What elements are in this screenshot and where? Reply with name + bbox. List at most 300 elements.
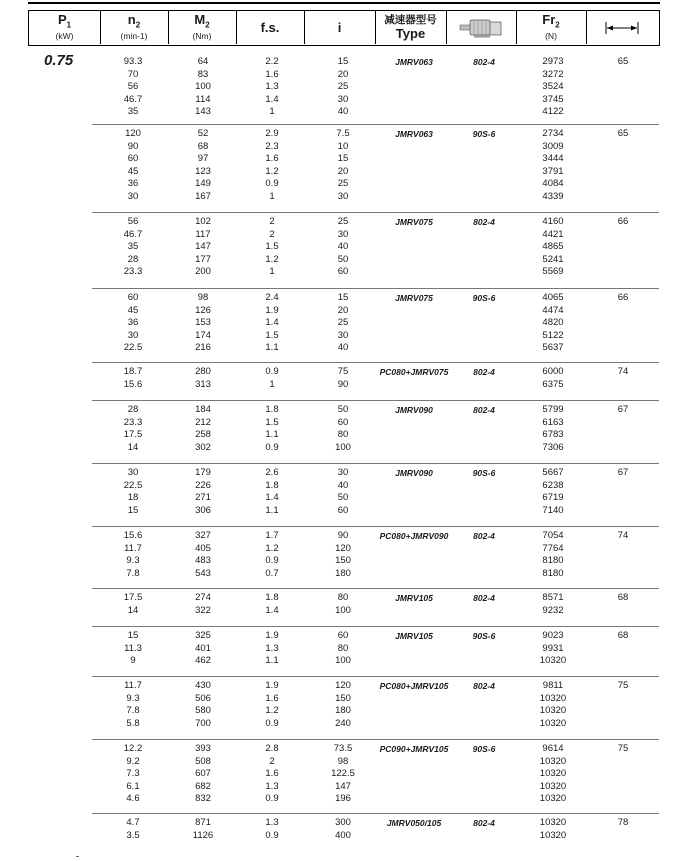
- n2-cell: 28: [127, 404, 139, 415]
- fr2-cell: 4065: [542, 292, 564, 303]
- n2-cell: 14: [127, 604, 139, 616]
- i-cell: 40: [337, 241, 349, 252]
- m2-cell: 216: [195, 342, 211, 353]
- dimension-cell: 65: [617, 128, 629, 139]
- m2-cell: 177: [195, 253, 211, 265]
- fs-cell: 1.9: [265, 680, 279, 691]
- motor-cell: 802-4: [473, 405, 495, 415]
- m2-cell: 167: [195, 190, 211, 202]
- i-cell: 100: [335, 441, 351, 453]
- fr2-sub: 2: [555, 20, 560, 30]
- m2-cell: 306: [195, 504, 211, 516]
- table-row: [0, 743, 690, 756]
- motor-cell: 90S-6: [472, 744, 496, 754]
- m2-cell: 274: [195, 592, 211, 603]
- m2-cell: 153: [195, 317, 211, 328]
- i-cell: 40: [337, 106, 349, 117]
- table-row: [0, 69, 690, 82]
- fs-cell: 0.9: [265, 793, 279, 804]
- m2-cell: 123: [195, 165, 211, 177]
- n2-cell: 23.3: [123, 416, 143, 428]
- i-cell: 180: [335, 567, 351, 579]
- table-header: [28, 10, 660, 46]
- type-en-label: Type: [395, 26, 426, 41]
- fr2-cell: 4084: [542, 178, 564, 189]
- n2-cell: 17.5: [123, 592, 143, 603]
- dimension-cell: 75: [617, 743, 629, 754]
- i-cell: 30: [337, 190, 349, 202]
- table-row: [0, 605, 690, 618]
- fr2-cell: 3272: [542, 68, 564, 80]
- table-row: [0, 241, 690, 254]
- fr2-cell: 5637: [542, 342, 564, 353]
- i-cell: 30: [337, 329, 349, 341]
- fr2-cell: 5799: [542, 404, 564, 415]
- table-row: [0, 94, 690, 107]
- n2-cell: 45: [127, 165, 139, 177]
- n2-cell: 93.3: [123, 56, 143, 67]
- i-cell: 400: [335, 829, 351, 841]
- table-row: [0, 568, 690, 581]
- table-row: [0, 781, 690, 794]
- type-cell: JMRV063: [395, 129, 433, 139]
- i-cell: 20: [337, 165, 349, 177]
- m2-cell: 147: [195, 241, 211, 252]
- n2-cell: 17.5: [123, 429, 143, 440]
- fr2-cell: 10320: [539, 768, 567, 779]
- fr2-cell: 6163: [542, 416, 564, 428]
- n2-cell: 22.5: [123, 479, 143, 491]
- i-cell: 122.5: [331, 768, 355, 779]
- table-row: [0, 366, 690, 379]
- fr2-cell: 3444: [542, 153, 564, 164]
- m2-cell: 226: [195, 479, 211, 491]
- n2-cell: 7.8: [126, 567, 140, 579]
- m2-cell: 212: [195, 416, 211, 428]
- header-i: [304, 11, 376, 44]
- i-cell: 147: [335, 780, 351, 792]
- n2-cell: 56: [127, 216, 139, 227]
- n2-cell: 15: [127, 504, 139, 516]
- fr2-cell: 6238: [542, 479, 564, 491]
- n2-cell: 18.7: [123, 366, 143, 377]
- m2-cell: 102: [195, 216, 211, 227]
- fr2-cell: 10320: [539, 655, 567, 666]
- fr2-cell: 7306: [542, 441, 564, 453]
- type-cell: PC080+JMRV105: [379, 681, 449, 691]
- header-dimension: [586, 11, 658, 44]
- p1-sub: 1: [66, 20, 72, 30]
- i-cell: 30: [337, 228, 349, 240]
- type-cell: PC080+JMRV075: [379, 367, 449, 377]
- type-cell: JMRV105: [395, 593, 433, 603]
- fs-cell: 0.9: [265, 555, 279, 566]
- fs-cell: 1.1: [265, 655, 279, 666]
- fs-cell: 1.4: [265, 317, 279, 328]
- n2-cell: 30: [127, 467, 139, 478]
- m2-cell: 700: [195, 717, 211, 729]
- fs-cell: 0.9: [265, 366, 279, 377]
- n2-cell: 60: [127, 292, 139, 303]
- fr2-cell: 9023: [542, 630, 564, 641]
- motor-cell: 90S-6: [472, 631, 496, 641]
- fr2-cell: 4160: [542, 216, 564, 227]
- n2-cell: 45: [127, 304, 139, 316]
- m2-cell: 302: [195, 441, 211, 453]
- n2-cell: 4.6: [126, 793, 140, 804]
- i-cell: 150: [335, 692, 351, 704]
- n2-cell: 9: [130, 655, 136, 666]
- power-value: 0.75: [44, 52, 74, 69]
- n2-cell: 9.2: [126, 755, 140, 767]
- m2-cell: 68: [197, 140, 209, 152]
- fs-cell: 2.8: [265, 743, 279, 754]
- header-m2: [168, 11, 237, 44]
- fs-cell: 2: [269, 755, 275, 767]
- fs-cell: 1.3: [265, 642, 279, 654]
- n2-cell: 7.8: [126, 705, 140, 716]
- table-row: [0, 756, 690, 769]
- i-cell: 50: [337, 404, 349, 415]
- fs-cell: 1.4: [265, 492, 279, 503]
- m2-cell: 580: [195, 705, 211, 716]
- table-row: [0, 442, 690, 455]
- fs-cell: 2.9: [265, 128, 279, 139]
- m2-cell: 271: [195, 492, 211, 503]
- fs-cell: 1.1: [265, 429, 279, 440]
- motor-cell: 90S-6: [472, 129, 496, 139]
- header-n2: [100, 11, 169, 44]
- group-separator: [92, 813, 659, 814]
- table-row: [0, 718, 690, 731]
- fs-cell: 1.3: [265, 817, 279, 828]
- table-row: [0, 305, 690, 318]
- n2-cell: 14: [127, 441, 139, 453]
- n2-cell: 60: [127, 153, 139, 164]
- header-motor: [446, 11, 517, 44]
- motor-cell: 802-4: [473, 818, 495, 828]
- table-row: [0, 342, 690, 355]
- i-cell: 240: [335, 717, 351, 729]
- group-separator: [92, 288, 659, 289]
- n2-cell: 11.7: [124, 680, 142, 691]
- table-row: [0, 555, 690, 568]
- n2-cell: 120: [125, 128, 141, 139]
- fr2-cell: 2973: [542, 56, 564, 67]
- type-cell: JMRV075: [395, 217, 433, 227]
- fr2-cell: 2734: [542, 128, 564, 139]
- i-cell: 90: [337, 530, 349, 541]
- i-cell: 60: [337, 504, 349, 516]
- fr2-cell: 6719: [542, 492, 564, 503]
- table-row: [0, 655, 690, 668]
- type-cell: JMRV063: [395, 57, 433, 67]
- n2-symbol: n: [127, 11, 136, 27]
- i-cell: 100: [335, 604, 351, 616]
- dimension-cell: 67: [617, 467, 629, 478]
- fs-cell: 1.6: [265, 692, 279, 704]
- m2-cell: 174: [195, 329, 211, 341]
- fs-cell: 1.9: [265, 304, 279, 316]
- i-cell: 50: [337, 492, 349, 503]
- m2-cell: 258: [195, 429, 211, 440]
- table-row: [0, 254, 690, 267]
- n2-cell: 28: [127, 253, 139, 265]
- fs-cell: 1: [269, 266, 275, 277]
- header-fs: [236, 11, 305, 44]
- fr2-cell: 10320: [539, 755, 567, 767]
- n2-cell: 15: [127, 630, 139, 641]
- motor-cell: 90S-6: [472, 293, 496, 303]
- n2-cell: 5.8: [126, 717, 140, 729]
- fs-cell: 0.9: [265, 441, 279, 453]
- fr2-cell: 10320: [539, 793, 567, 804]
- motor-cell: 802-4: [473, 217, 495, 227]
- fr2-cell: 10320: [539, 717, 567, 729]
- m2-cell: 200: [195, 266, 211, 277]
- fr2-cell: 8180: [542, 567, 564, 579]
- table-row: [0, 480, 690, 493]
- table-row: [0, 467, 690, 480]
- m2-cell: 508: [195, 755, 211, 767]
- dimension-cell: 74: [617, 530, 629, 541]
- i-cell: 15: [337, 56, 349, 67]
- n2-cell: 30: [127, 329, 139, 341]
- fs-cell: 0.9: [265, 717, 279, 729]
- fs-cell: 1.5: [265, 416, 279, 428]
- m2-cell: 97: [197, 153, 209, 164]
- m2-cell: 114: [195, 93, 211, 105]
- i-cell: 75: [337, 366, 349, 377]
- fr2-cell: 5569: [542, 266, 564, 277]
- top-rule: [28, 2, 660, 4]
- n2-cell: 15.6: [123, 378, 143, 390]
- n2-cell: 11.7: [124, 542, 142, 554]
- fs-cell: 1.6: [265, 153, 279, 164]
- fs-cell: 1.9: [265, 630, 279, 641]
- m2-cell: 483: [195, 555, 211, 566]
- m2-cell: 327: [195, 530, 211, 541]
- fr2-cell: 7140: [542, 504, 564, 516]
- type-cn-label: 减速器型号: [384, 14, 437, 26]
- n2-cell: 4.7: [126, 817, 140, 828]
- n2-cell: 90: [127, 140, 139, 152]
- table-row: [0, 643, 690, 656]
- dimension-cell: 75: [617, 680, 629, 691]
- fs-cell: 2: [269, 216, 275, 227]
- n2-cell: 35: [127, 106, 139, 117]
- i-cell: 73.5: [333, 743, 353, 754]
- m2-cell: 117: [195, 228, 211, 240]
- header-p1: [29, 11, 101, 44]
- fs-cell: 2.3: [265, 140, 279, 152]
- n2-sub: 2: [135, 20, 141, 30]
- m2-cell: 430: [195, 680, 211, 691]
- dimension-cell: 65: [617, 56, 629, 67]
- m2-cell: 682: [195, 780, 211, 792]
- n2-cell: 36: [127, 178, 139, 189]
- header-fr2: [516, 11, 587, 44]
- fr2-cell: 10320: [539, 829, 567, 841]
- dimension-cell: 66: [617, 216, 629, 227]
- fs-cell: 1: [269, 106, 275, 117]
- table-row: [0, 81, 690, 94]
- i-cell: 10: [337, 140, 349, 152]
- fr2-cell: 4421: [542, 228, 564, 240]
- type-cell: JMRV090: [395, 468, 433, 478]
- motor-cell: 90S-6: [472, 468, 496, 478]
- m2-cell: 543: [195, 567, 211, 579]
- double-arrow-icon: [604, 21, 640, 35]
- fs-cell: 1.2: [265, 253, 279, 265]
- fr2-cell: 10320: [539, 692, 567, 704]
- m2-cell: 64: [197, 56, 209, 67]
- m2-cell: 280: [195, 366, 211, 377]
- table-row: [0, 166, 690, 179]
- m2-cell: 322: [195, 604, 211, 616]
- n2-cell: 35: [127, 241, 139, 252]
- fr2-cell: 8180: [542, 555, 564, 566]
- header-type: [375, 11, 447, 44]
- p1-symbol: P: [57, 11, 67, 27]
- i-cell: 25: [337, 317, 349, 328]
- fr2-cell: 6783: [542, 429, 564, 440]
- group-separator: [92, 626, 659, 627]
- n2-cell: 18: [127, 492, 139, 503]
- i-cell: 196: [335, 793, 351, 804]
- fs-cell: 1.5: [265, 329, 279, 341]
- type-cell: JMRV090: [395, 405, 433, 415]
- motor-cell: 802-4: [473, 531, 495, 541]
- table-row: [0, 492, 690, 505]
- i-cell: 90: [337, 378, 349, 390]
- m2-cell: 83: [197, 68, 209, 80]
- fr2-cell: 8571: [542, 592, 564, 603]
- fr2-cell: 9811: [542, 680, 564, 691]
- footer-mark: [76, 856, 79, 857]
- i-cell: 7.5: [336, 128, 350, 139]
- table-row: [0, 229, 690, 242]
- fr2-cell: 3791: [542, 165, 564, 177]
- table-row: [0, 141, 690, 154]
- dimension-cell: 68: [617, 630, 629, 641]
- m2-cell: 100: [195, 81, 211, 92]
- i-label: i: [337, 20, 342, 35]
- i-cell: 40: [337, 342, 349, 353]
- fr2-cell: 9931: [542, 642, 564, 654]
- table-row: [0, 128, 690, 141]
- table-row: [0, 56, 690, 69]
- m2-cell: 401: [195, 642, 211, 654]
- m2-cell: 52: [197, 128, 209, 139]
- fs-label: f.s.: [260, 20, 280, 35]
- fs-cell: 1.2: [265, 165, 279, 177]
- table-row: [0, 191, 690, 204]
- table-row: [0, 768, 690, 781]
- i-cell: 80: [337, 429, 349, 440]
- fr2-cell: 9614: [542, 743, 564, 754]
- fr2-cell: 4865: [542, 241, 564, 252]
- m2-cell: 832: [195, 793, 211, 804]
- fs-cell: 1.2: [265, 542, 279, 554]
- dimension-cell: 68: [617, 592, 629, 603]
- motor-icon: [459, 17, 503, 39]
- n2-cell: 56: [127, 81, 139, 92]
- m2-cell: 871: [195, 817, 211, 828]
- fs-cell: 2.6: [265, 467, 279, 478]
- i-cell: 30: [337, 467, 349, 478]
- table-row: [0, 817, 690, 830]
- table-row: [0, 417, 690, 430]
- type-cell: PC080+JMRV090: [379, 531, 449, 541]
- type-cell: JMRV050/105: [386, 818, 442, 828]
- m2-cell: 405: [195, 542, 211, 554]
- m2-cell: 126: [195, 304, 211, 316]
- fr2-cell: 4122: [542, 106, 564, 117]
- table-row: [0, 317, 690, 330]
- table-row: [0, 630, 690, 643]
- fs-cell: 1.8: [265, 479, 279, 491]
- fr2-cell: 5241: [542, 253, 564, 265]
- m2-sub: 2: [205, 20, 210, 30]
- table-row: [0, 705, 690, 718]
- m2-cell: 393: [195, 743, 211, 754]
- fs-cell: 1.1: [265, 504, 279, 516]
- fs-cell: 1: [269, 378, 275, 390]
- table-row: [0, 292, 690, 305]
- fs-cell: 1.3: [265, 81, 279, 92]
- fr2-cell: 5122: [542, 329, 564, 341]
- i-cell: 15: [337, 292, 349, 303]
- fr2-cell: 6000: [542, 366, 564, 377]
- i-cell: 80: [337, 642, 349, 654]
- n2-cell: 46.7: [123, 228, 143, 240]
- n2-cell: 11.3: [124, 642, 142, 654]
- m2-unit: (Nm): [192, 31, 212, 42]
- fs-cell: 1.3: [265, 780, 279, 792]
- i-cell: 25: [337, 216, 349, 227]
- n2-cell: 7.3: [126, 768, 140, 779]
- n2-cell: 30: [127, 190, 139, 202]
- n2-cell: 12.2: [123, 743, 143, 754]
- table-row: [0, 592, 690, 605]
- table-row: [0, 178, 690, 191]
- n2-cell: 46.7: [123, 93, 143, 105]
- m2-cell: 506: [195, 692, 211, 704]
- m2-cell: 179: [195, 467, 211, 478]
- fs-cell: 2.4: [265, 292, 279, 303]
- fs-cell: 1.4: [265, 604, 279, 616]
- fs-cell: 2: [269, 228, 275, 240]
- group-separator: [92, 212, 659, 213]
- group-separator: [92, 739, 659, 740]
- m2-cell: 462: [195, 655, 211, 666]
- motor-cell: 802-4: [473, 367, 495, 377]
- group-separator: [92, 400, 659, 401]
- i-cell: 60: [337, 630, 349, 641]
- fr2-cell: 10320: [539, 817, 567, 828]
- i-cell: 80: [337, 592, 349, 603]
- m2-cell: 1126: [192, 829, 214, 841]
- fr2-cell: 6375: [542, 378, 564, 390]
- type-cell: JMRV075: [395, 293, 433, 303]
- fr2-cell: 4339: [542, 190, 564, 202]
- fs-cell: 1: [269, 190, 275, 202]
- table-row: [0, 830, 690, 843]
- dimension-cell: 78: [617, 817, 629, 828]
- m2-cell: 143: [195, 106, 211, 117]
- group-separator: [92, 362, 659, 363]
